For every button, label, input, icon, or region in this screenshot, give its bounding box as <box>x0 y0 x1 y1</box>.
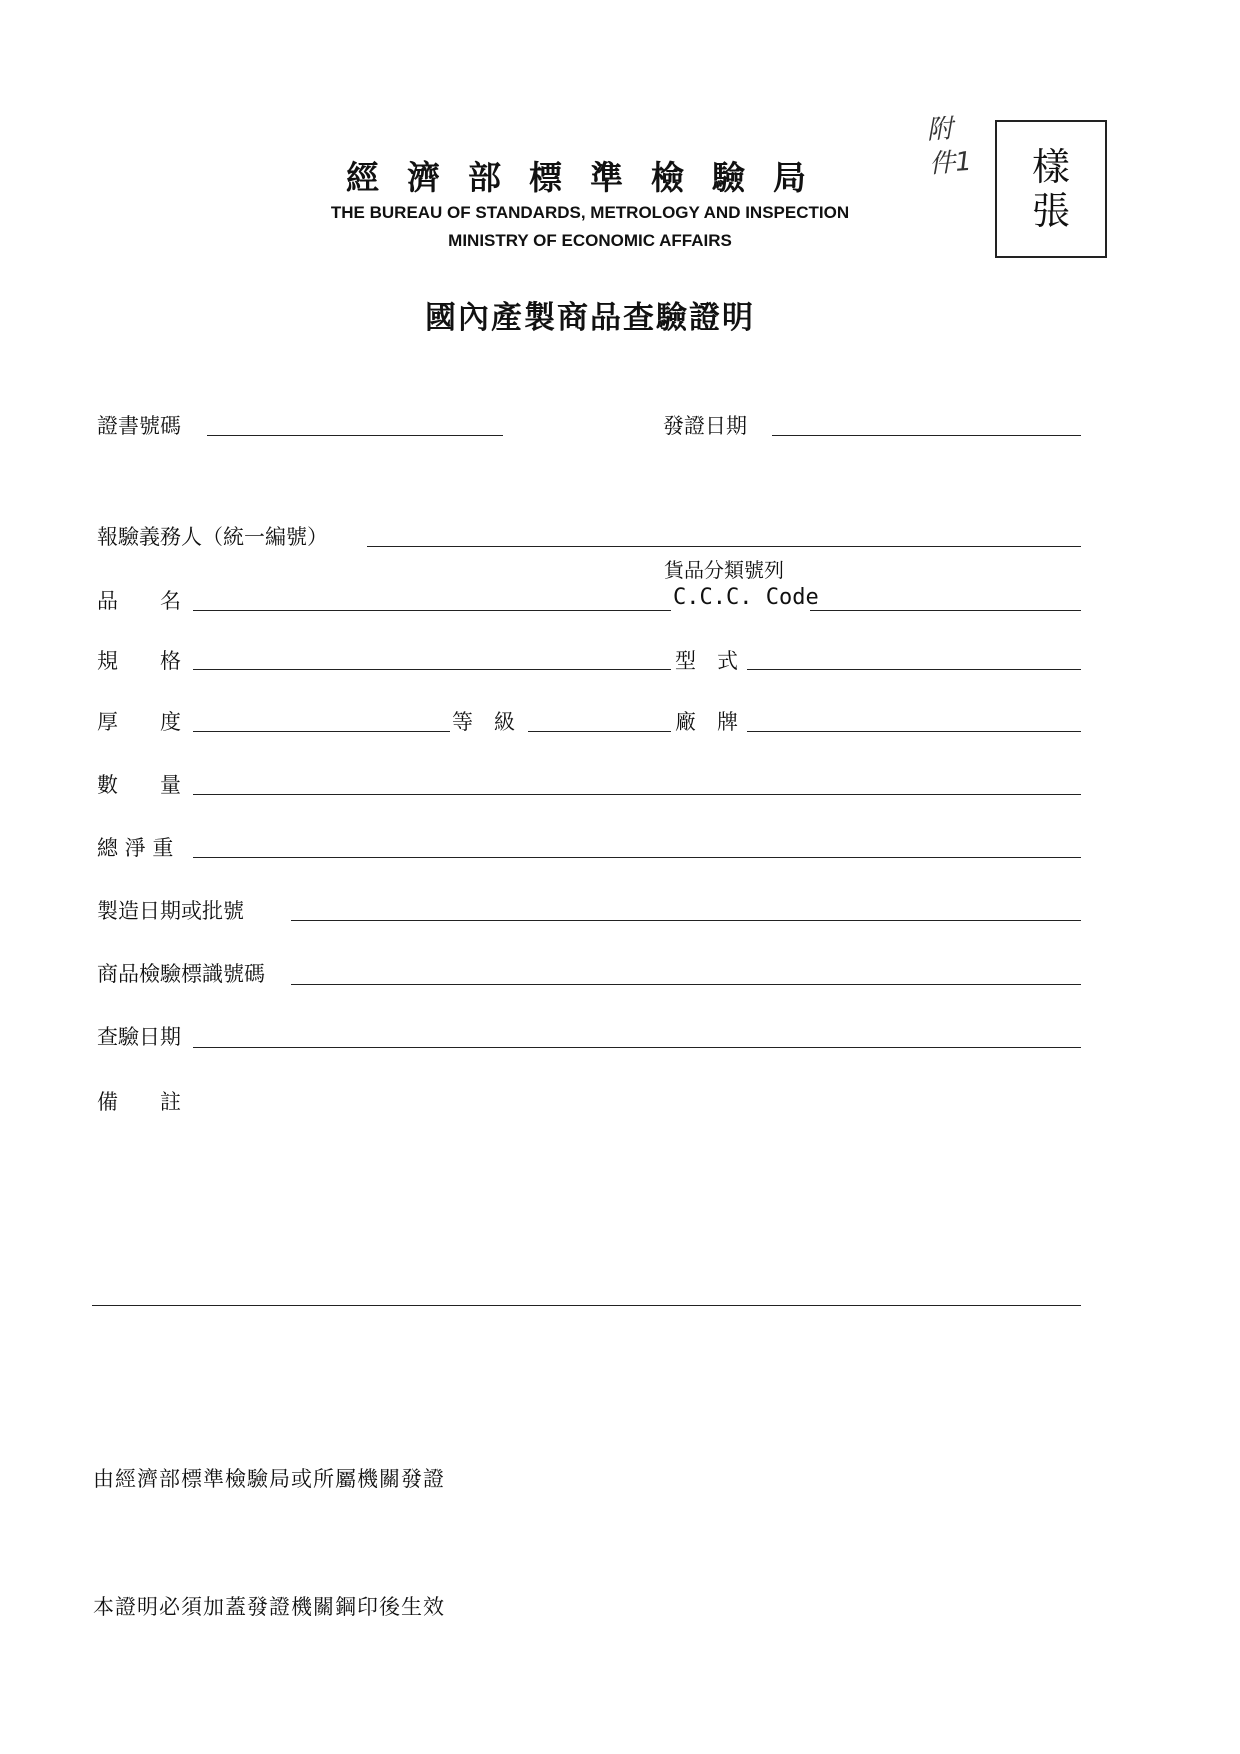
model-line[interactable] <box>747 669 1081 670</box>
ccc-code-line[interactable] <box>810 610 1081 611</box>
grade-line[interactable] <box>528 731 671 732</box>
certificate-no-label: 證書號碼 <box>97 414 181 438</box>
inspection-date-label: 查驗日期 <box>97 1025 181 1049</box>
thickness-label: 厚 度 <box>97 710 181 734</box>
quantity-label: 數 量 <box>97 773 181 797</box>
model-label: 型 式 <box>675 649 738 673</box>
remarks-bottom-rule <box>92 1305 1081 1306</box>
quantity-line[interactable] <box>193 794 1081 795</box>
product-name-line[interactable] <box>193 610 671 611</box>
ccc-heading-label: 貨品分類號列 <box>664 558 784 582</box>
thickness-line[interactable] <box>193 731 450 732</box>
agency-name-english: THE BUREAU OF STANDARDS, METROLOGY AND INSPECTION <box>330 203 850 222</box>
certificate-no-line[interactable] <box>207 435 503 436</box>
ccc-code-label: C.C.C. Code <box>673 585 819 610</box>
product-name-label: 品 名 <box>97 589 181 613</box>
ministry-name-english: MINISTRY OF ECONOMIC AFFAIRS <box>448 231 732 250</box>
obligor-label: 報驗義務人（統一編號） <box>97 525 328 549</box>
mfg-date-line[interactable] <box>291 920 1081 921</box>
agency-name-chinese: 經濟部標準檢驗局 <box>346 158 834 197</box>
document-title: 國內產製商品查驗證明 <box>425 300 755 336</box>
inspection-date-line[interactable] <box>193 1047 1081 1048</box>
brand-label: 廠 牌 <box>675 710 738 734</box>
inspection-mark-label: 商品檢驗標識號碼 <box>97 962 265 986</box>
obligor-line[interactable] <box>367 546 1081 547</box>
sample-stamp-box <box>995 120 1107 258</box>
specification-line[interactable] <box>193 669 671 670</box>
specification-label: 規 格 <box>97 649 181 673</box>
issue-date-label: 發證日期 <box>663 414 747 438</box>
grade-label: 等 級 <box>452 710 515 734</box>
net-weight-line[interactable] <box>193 857 1081 858</box>
inspection-mark-line[interactable] <box>291 984 1081 985</box>
brand-line[interactable] <box>747 731 1081 732</box>
net-weight-label: 總 淨 重 <box>97 836 174 860</box>
validity-note: 本證明必須加蓋發證機關鋼印後生效 <box>93 1595 445 1619</box>
issued-by-note: 由經濟部標準檢驗局或所屬機關發證 <box>93 1467 445 1491</box>
remarks-label: 備 註 <box>97 1090 181 1114</box>
attachment-handwritten-note: 附件1 <box>925 114 973 180</box>
issue-date-line[interactable] <box>772 435 1081 436</box>
mfg-date-label: 製造日期或批號 <box>97 899 244 923</box>
sample-stamp-text: 樣張 <box>1031 145 1070 233</box>
